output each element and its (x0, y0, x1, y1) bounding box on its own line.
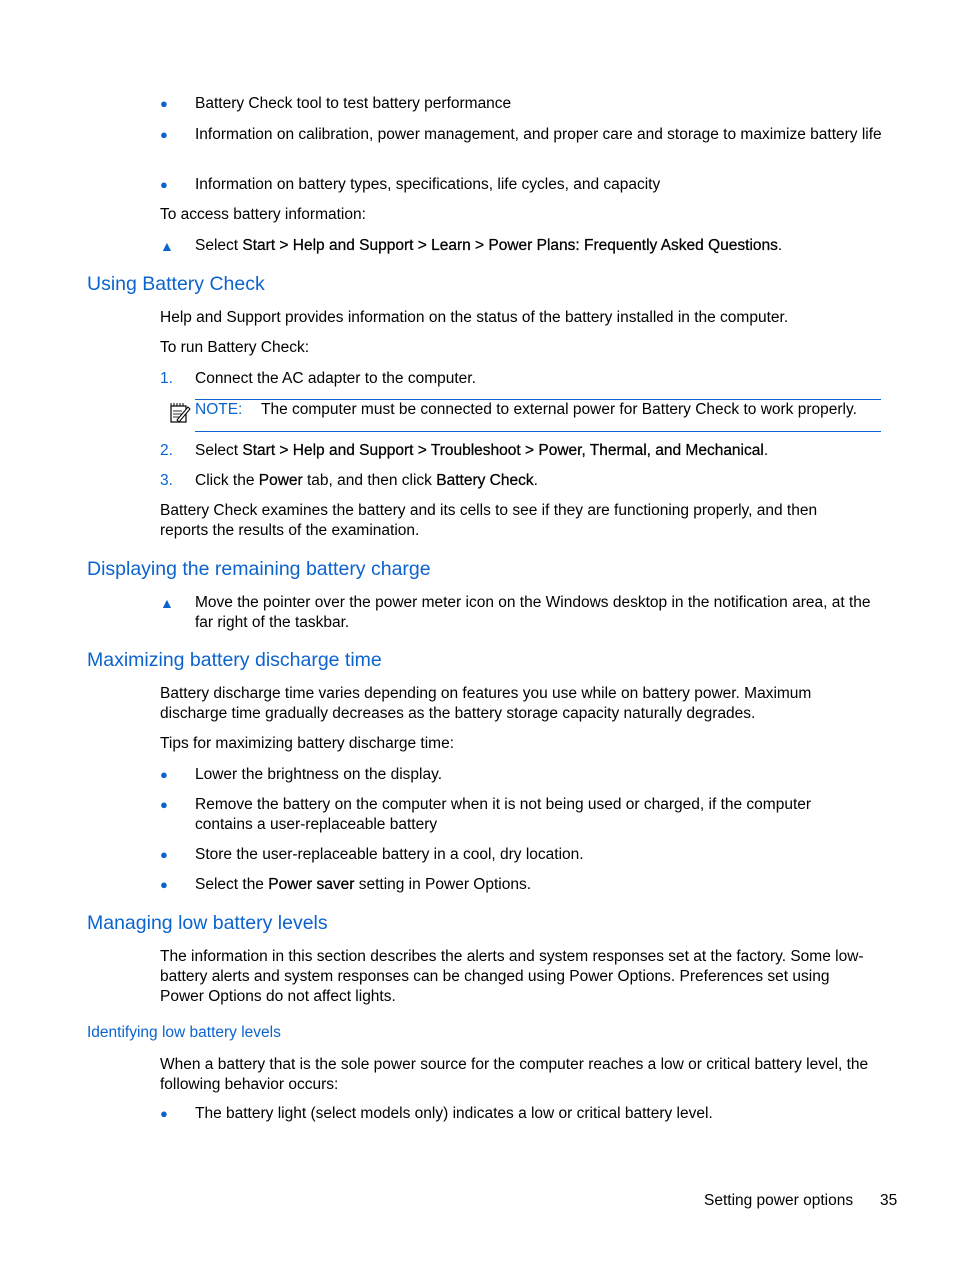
triangle-step-icon: ▲ (160, 595, 174, 611)
note-box (195, 399, 881, 432)
bullet-icon: ● (160, 797, 168, 812)
step-number: 3. (160, 472, 173, 489)
bullet-icon: ● (160, 177, 168, 192)
paragraph: Help and Support provides information on the status of the battery installed in the computer. (160, 309, 789, 326)
paragraph: Battery discharge time varies depending on features you use while on battery power. Maximum discharge time gradually decreases as the battery storage capacity naturally degrades. (160, 685, 812, 722)
bullet-icon: ● (160, 127, 168, 142)
step-number: 2. (160, 442, 173, 459)
list-item-text: Remove the battery on the computer when it is not being used or charged, if the computer contains a user-replaceable battery (195, 796, 812, 833)
list-item-text: Information on battery types, specifications, life cycles, and capacity (195, 176, 661, 193)
triangle-step-icon: ▲ (160, 238, 174, 254)
note-text: The computer must be connected to external power for Battery Check to work properly. (261, 401, 857, 418)
paragraph: The information in this section describes the alerts and system responses set at the factory. Some low-battery alerts and system responses can be changed using Power Options. Preferences set using Power Options do not affect lights. (160, 948, 864, 1005)
step-text: Connect the AC adapter to the computer. (195, 370, 476, 387)
step-text: Click the Power tab, and then click Battery Check. (195, 472, 538, 489)
bullet-icon: ● (160, 1106, 168, 1121)
section-heading: Using Battery Check (87, 273, 265, 295)
list-item-text: Store the user-replaceable battery in a cool, dry location. (195, 846, 584, 863)
paragraph: Tips for maximizing battery discharge time: (160, 735, 455, 752)
note-label: NOTE: (195, 401, 243, 418)
list-item-text: Information on calibration, power management, and proper care and storage to maximize battery life (195, 126, 882, 143)
step-text: Select Start > Help and Support > Troubleshoot > Power, Thermal, and Mechanical. (195, 442, 769, 459)
list-item-text: Battery Check tool to test battery performance (195, 95, 512, 112)
list-item-text: Lower the brightness on the display. (195, 766, 443, 783)
section-heading: Maximizing battery discharge time (87, 649, 382, 671)
paragraph: To run Battery Check: (160, 339, 310, 356)
step-text: Select Start > Help and Support > Learn > Power Plans: Frequently Asked Questions. (195, 237, 783, 254)
step-text: Move the pointer over the power meter icon on the Windows desktop in the notification area, at the far right of the taskbar. (195, 594, 871, 631)
bullet-icon: ● (160, 877, 168, 892)
step-number: 1. (160, 370, 173, 387)
paragraph: Battery Check examines the battery and its cells to see if they are functioning properly, and then reports the results of the examination. (160, 502, 818, 539)
footer-section-title: Setting power options (704, 1192, 854, 1209)
section-heading: Displaying the remaining battery charge (87, 558, 431, 580)
bullet-icon: ● (160, 767, 168, 782)
paragraph: When a battery that is the sole power source for the computer reaches a low or critical battery level, the following behavior occurs: (160, 1056, 869, 1093)
list-item-text: The battery light (select models only) indicates a low or critical battery level. (195, 1105, 713, 1122)
section-heading: Managing low battery levels (87, 912, 328, 934)
page-number: 35 (880, 1192, 898, 1209)
subsection-heading: Identifying low battery levels (87, 1024, 281, 1041)
access-intro: To access battery information: (160, 206, 366, 223)
note-pad-icon (168, 401, 192, 425)
bullet-icon: ● (160, 847, 168, 862)
bullet-icon: ● (160, 96, 168, 111)
list-item-text: Select the Power saver setting in Power Options. (195, 876, 532, 893)
